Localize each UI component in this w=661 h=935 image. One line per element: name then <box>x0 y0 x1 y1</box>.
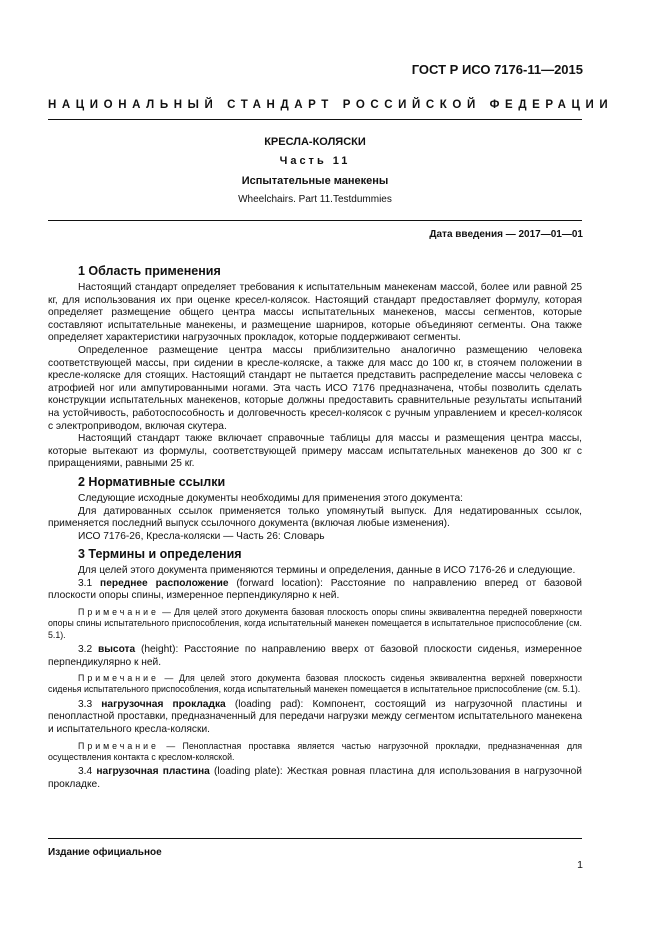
term-text: (height): Расстояние по направлению вверх от базовой плоскости сиденья, измеренное перпендикулярно к ней. <box>48 643 582 668</box>
paragraph: Для датированных ссылок применяется только упомянутый выпуск. Для недатированных ссылок, применяется последний выпуск ссылочного документа (включая любые изменения). <box>48 505 582 530</box>
term-number: 3.2 <box>78 643 93 655</box>
title-rule <box>48 220 582 221</box>
term-text: (loading pad): Компонент, состоящий из нагрузочной пластины и пенопластной проставки, предназначенный для передачи нагрузки между сегментом испытательного манекена и испытательного кресла-коляски. <box>48 698 582 735</box>
term-name: нагрузочная прокладка <box>101 698 226 710</box>
paragraph: ИСО 7176-26, Кресла-коляски — Часть 26: Словарь <box>78 530 325 542</box>
term-number: 3.1 <box>78 577 93 589</box>
banner-rule <box>48 119 582 120</box>
paragraph: Настоящий стандарт определяет требования к испытательным манекенам массой, более или равной 25 кг, для использования их при оценке кресел-колясок. Настоящий стандарт предоставляет формулу, которая определяет размещение общего центра массы испытательных манекенов, массы сегментов, которые составляют испытательные манекены, и размещение шарниров, которые объединяют сегменты. Она также определяет характеристики нагрузочных прокладок, которые поддерживают сегменты. <box>48 282 582 344</box>
section-heading: 3 Термины и определения <box>78 547 242 562</box>
term-definition <box>48 699 582 737</box>
note-label: Примечание <box>78 673 159 684</box>
note-label: Примечание <box>78 607 159 618</box>
edition-label: Издание официальное <box>48 847 162 858</box>
section-heading: 2 Нормативные ссылки <box>78 474 226 489</box>
term-note <box>48 673 582 696</box>
term-definition <box>48 578 582 603</box>
term-text: (loading plate): Жесткая ровная пластина для использования в нагрузочной прокладке. <box>48 766 582 790</box>
term-text: (forward location): Расстояние по направлению вперед от базовой плоскости опоры спины, измеренное перпендикулярно к ней. <box>48 577 582 602</box>
document-subtitle: Испытательные манекены <box>241 175 389 187</box>
term-name: нагрузочная пластина <box>96 766 210 778</box>
section-heading: 1 Область применения <box>78 264 221 278</box>
term-definition <box>48 766 582 791</box>
footer-rule <box>48 838 582 839</box>
document-title-english: Wheelchairs. Part 11.Testdummies <box>238 194 392 205</box>
document-part: Часть 11 <box>279 155 351 167</box>
standard-number: ГОСТ Р ИСО 7176-11—2015 <box>411 62 583 77</box>
term-name: переднее расположение <box>100 577 229 589</box>
term-name: высота <box>97 643 136 655</box>
term-number: 3.3 <box>78 698 93 710</box>
note-text: — Для целей этого документа базовая плоскость опоры спины эквивалентна передней поверхности опоры спины испытательного приспособления, когда испытательный манекен помещается в испытательное приспособление (см. 5.1). <box>48 607 582 640</box>
term-definition <box>48 644 582 669</box>
paragraph: Настоящий стандарт также включает справочные таблицы для массы и размещения центра массы, которые вытекают из формулы, соответствующей примеру массам испытательных манекенов до 300 кг с приращениями, равными 25 кг. <box>48 433 582 470</box>
paragraph: Следующие исходные документы необходимы для применения этого документа: <box>78 492 463 504</box>
national-standard-banner: НАЦИОНАЛЬНЫЙ СТАНДАРТ РОССИЙСКОЙ ФЕДЕРАЦИИ <box>48 99 614 111</box>
paragraph: Для целей этого документа применяются термины и определения, данные в ИСО 7176-26 и следующие. <box>78 565 576 577</box>
term-note <box>48 607 582 641</box>
term-number: 3.4 <box>78 766 93 778</box>
document-title: КРЕСЛА-КОЛЯСКИ <box>264 136 366 148</box>
note-text: — Пенопластная проставка является частью нагрузочной прокладки, предназначенная для осуществления контакта с креслом-коляской. <box>48 740 582 762</box>
note-text: — Для целей этого документа базовая плоскость сиденья эквивалентна верхней поверхности сиденья испытательного приспособления, когда испытательный манекен помещается в испытательное приспособление (см. 5.1). <box>48 673 582 695</box>
paragraph: Определенное размещение центра массы приблизительно аналогично размещению человека соответствующей массы, при сидении в кресле-коляске, а также для масс до 100 кг, в стоячем положении в кресле-коляске для стоящих. Настоящий стандарт не пытается представить распределение массы человека с атрофией ног или ампутированными ногами. Эта часть ИСО 7176 предназначена, чтобы позволить сделать конструкции испытательных манекенов, которые должны предоставить сравнительные результаты испытаний на устойчивость, работоспособность и долговечность кресел-колясок с ручным управлением и кресел-колясок с электроприводом, включая скутера. <box>48 344 582 432</box>
term-note <box>48 741 582 764</box>
page-number: 1 <box>577 859 583 871</box>
note-label: Примечание <box>78 740 159 751</box>
introduction-date: Дата введения — 2017—01—01 <box>429 229 583 240</box>
document-body <box>48 263 582 791</box>
